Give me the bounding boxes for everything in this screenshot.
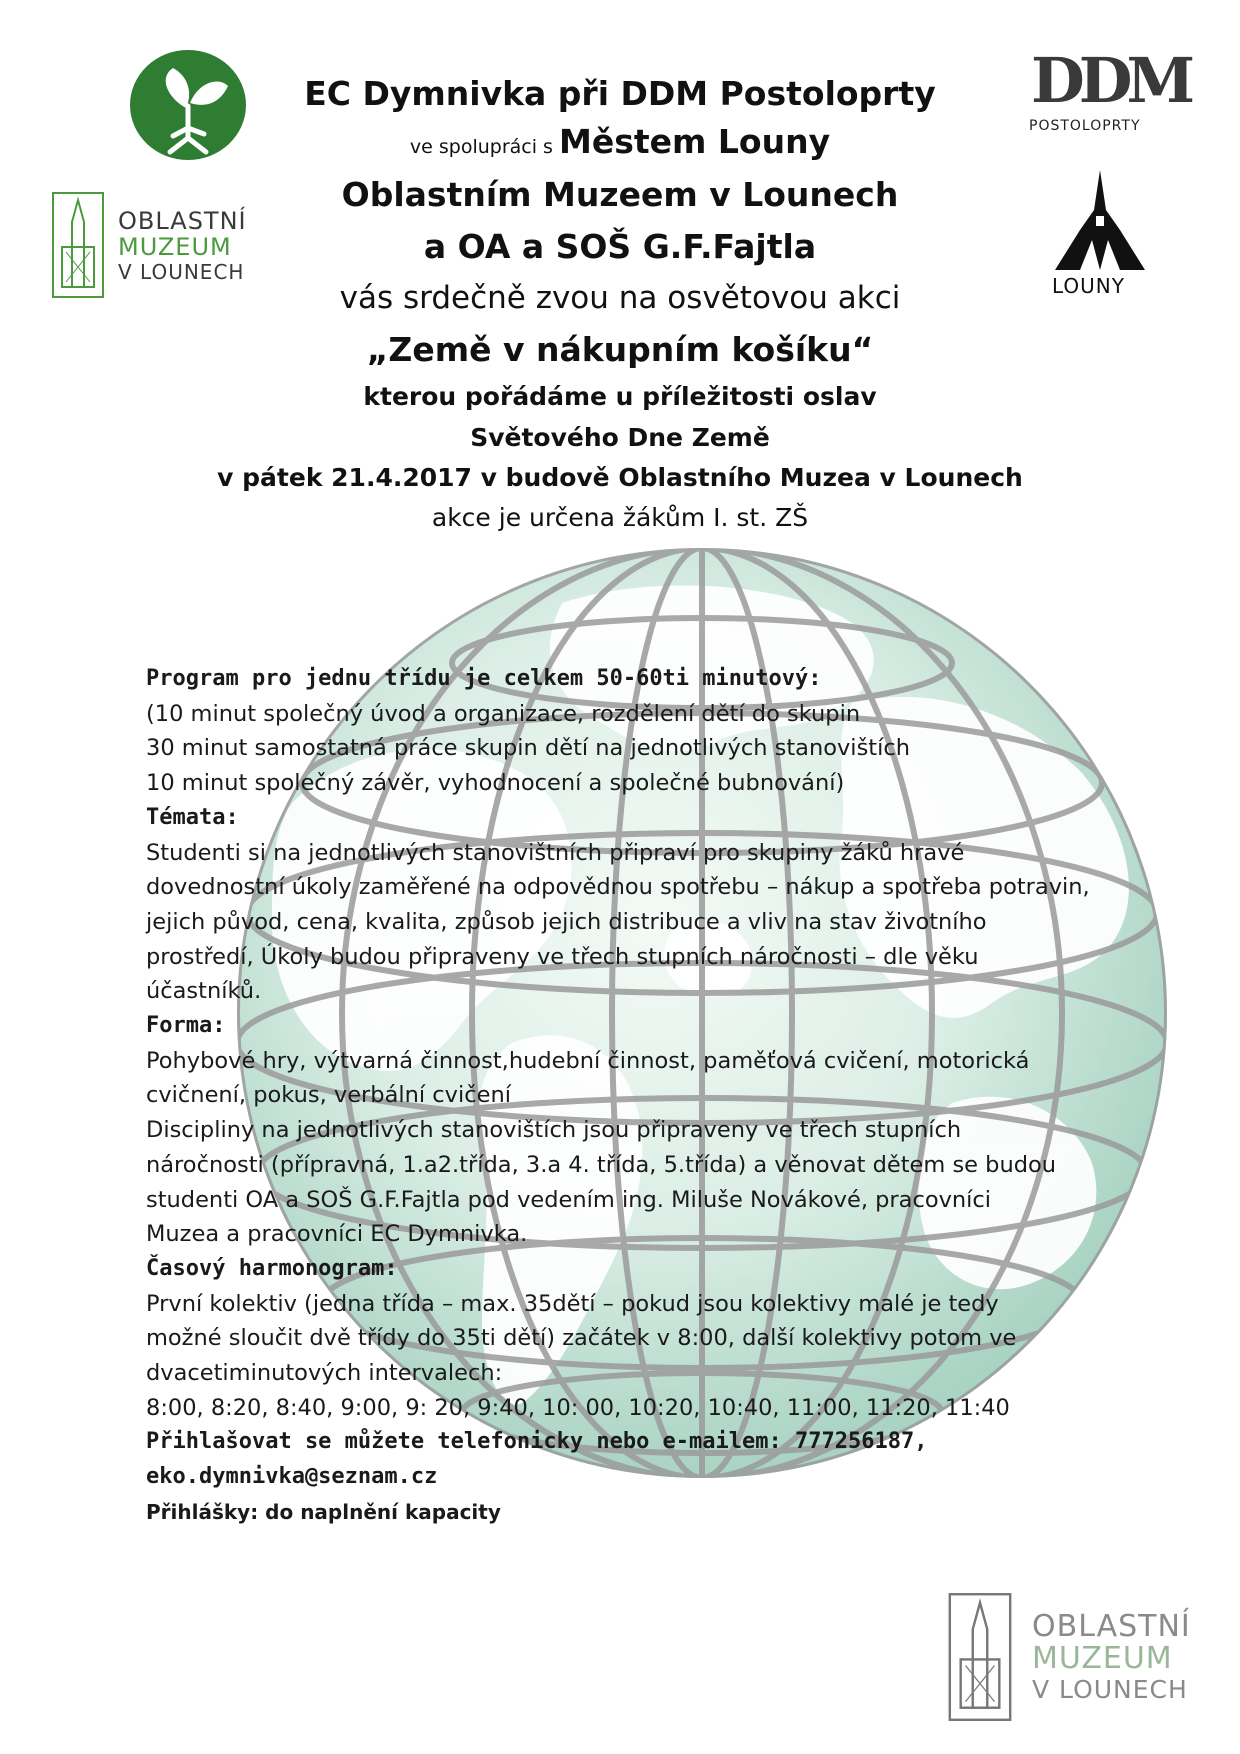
harmonogram-heading: Časový harmonogram: [146, 1255, 398, 1281]
header-line-4: a OA a SOŠ G.F.Fajtla [423, 227, 817, 266]
event-date: v pátek 21.4.2017 v budově Oblastního Muzea v Lounech [217, 463, 1023, 492]
museum-top-line3: V LOUNECH [118, 260, 245, 284]
temata-line: jejich původ, cena, kvalita, způsob jejich distribuce a vliv na stav životního [146, 908, 987, 935]
forma-line: cvičnení, pokus, verbální cvičení [146, 1082, 511, 1109]
header-line-5: vás srdečně zvou na osvětovou akci [339, 280, 901, 316]
forma-line: náročnosti (přípravná, 1.a2.třída, 3.a 4. třída, 5.třída) a věnovat dětem se budou [146, 1151, 1057, 1178]
temata-line: Studenti si na jednotlivých stanovištních připraví pro skupiny žáků hravé [146, 839, 965, 866]
target-audience: akce je určena žákům I. st. ZŠ [431, 503, 809, 532]
harmonogram-line: První kolektiv (jedna třída – max. 35dětí – pokud jsou kolektivy malé je tedy [146, 1290, 999, 1317]
header-line-3: Oblastním Muzeem v Lounech [341, 175, 899, 214]
program-line: 10 minut společný závěr, vyhodnocení a společné bubnování) [146, 770, 845, 797]
forma-line: Pohybové hry, výtvarná činnost,hudební činnost, paměťová cvičení, motorická [146, 1047, 1030, 1074]
ddm-logo-text: DDM [1031, 44, 1190, 117]
contact-email[interactable]: eko.dymnivka@seznam.cz [146, 1464, 438, 1490]
harmonogram-line: možné sloučit dvě třídy do 35ti dětí) začátek v 8:00, další kolektivy potom ve [146, 1325, 1017, 1352]
header-line-8: Světového Dne Země [470, 423, 770, 452]
forma-heading: Forma: [146, 1013, 226, 1039]
ddm-logo-subtitle: POSTOLOPRTY [1029, 118, 1141, 134]
program-line: 30 minut samostatná práce skupin dětí na jednotlivých stanovištích [146, 735, 910, 762]
museum-top-line2: MUZEUM [118, 233, 232, 261]
program-heading: Program pro jednu třídu je celkem 50-60ti minutový: [146, 666, 822, 691]
program-description [146, 662, 1146, 1530]
forma-line: studenti OA a SOŠ G.F.Fajtla pod vedením ing. Miluše Novákové, pracovníci [146, 1186, 992, 1213]
museum-tower-icon-bottom [948, 1593, 1012, 1721]
temata-line: účastníků. [146, 978, 262, 1005]
temata-heading: Témata: [146, 804, 239, 830]
program-line: (10 minut společný úvod a organizace, rozdělení dětí do skupin [146, 700, 861, 727]
header-line-7: kterou pořádáme u příležitosti oslav [363, 382, 877, 411]
event-title: „Země v nákupním košíku“ [366, 330, 874, 369]
header-line-1: EC Dymnivka při DDM Postoloprty [304, 74, 936, 113]
museum-top-line1: OBLASTNÍ [118, 207, 247, 235]
forma-line: Discipliny na jednotlivých stanovištích jsou připraveny ve třech stupních [146, 1117, 962, 1144]
temata-line: prostředí, Úkoly budou připraveny ve třech stupních náročnosti – dle věku [146, 943, 979, 970]
schedule-times: 8:00, 8:20, 8:40, 9:00, 9: 20, 9:40, 10: 00, 10:20, 10:40, 11:00, 11:20, 11:40 [146, 1394, 1010, 1421]
museum-logo-bottom [948, 1593, 1208, 1723]
contact-phone: Přihlašovat se můžete telefonicky nebo e-mailem: 777256187, [146, 1429, 928, 1455]
temata-line: dovednostní úkoly zaměřené na odpovědnou spotřebu – nákup a spotřeba potravin, [146, 874, 1090, 901]
museum-bottom-line1: OBLASTNÍ [1032, 1609, 1191, 1644]
museum-bottom-line2: MUZEUM [1032, 1641, 1173, 1676]
harmonogram-line: dvacetiminutových intervalech: [146, 1360, 503, 1387]
header-line-2-big: Městem Louny [559, 122, 831, 161]
museum-bottom-line3: V LOUNECH [1032, 1675, 1188, 1704]
header-line-2-small: ve spolupráci s [409, 136, 559, 158]
forma-line: Muzea a pracovníci EC Dymnivka. [146, 1221, 528, 1248]
header-line-2 [0, 122, 1240, 161]
registration-deadline: Přihlášky: do naplnění kapacity [146, 1499, 501, 1524]
louny-logo-text: LOUNY [1052, 274, 1125, 298]
